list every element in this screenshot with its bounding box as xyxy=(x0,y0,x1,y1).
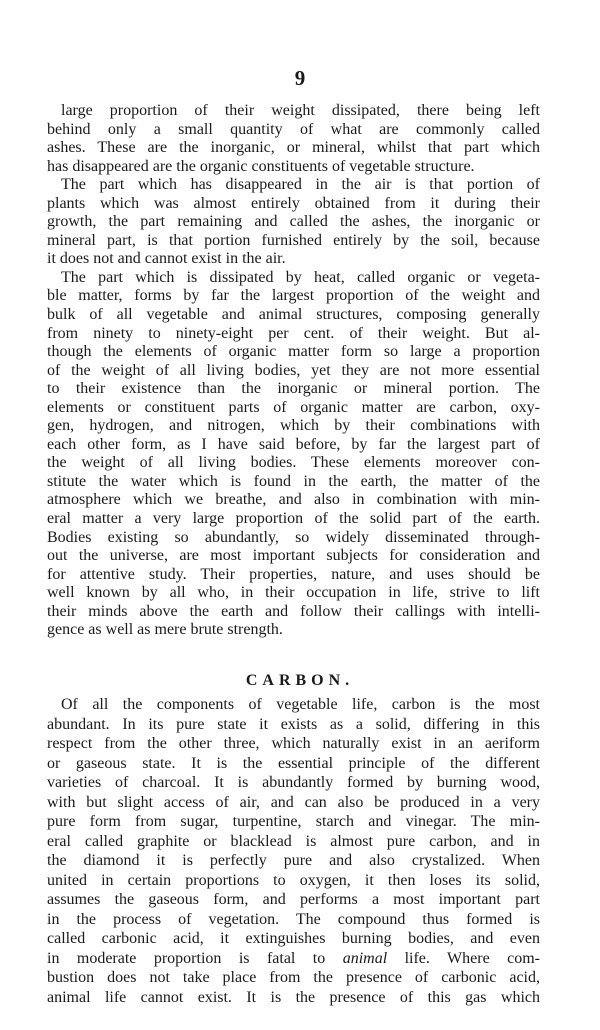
text-line: from ninety to ninety-eight per cent. of their weight. But al- xyxy=(47,324,540,342)
text-line: for attentive study. Their properties, nature, and uses should be xyxy=(47,565,540,583)
text-line: large proportion of their weight dissipated, there being left xyxy=(61,102,540,119)
text-line: out the universe, are most important subjects for consideration and xyxy=(47,547,540,565)
text-line: well known by all who, in their occupation in life, strive to lift xyxy=(47,584,540,602)
text-segment: life. Where com- xyxy=(387,949,540,967)
text-line: elements or constituent parts of organic matter are carbon, oxy- xyxy=(47,398,540,416)
text-line: in the process of vegetation. The compound thus formed is xyxy=(47,910,540,928)
text-line: atmosphere which we breathe, and also in combination with min- xyxy=(47,491,540,509)
text-line: united in certain proportions to oxygen, it then loses its solid, xyxy=(47,871,540,889)
text-line: of the weight of all living bodies, yet they are not more essential xyxy=(47,361,540,379)
text-line: abundant. In its pure state it exists as a solid, differing in this xyxy=(47,715,540,733)
text-line: called carbonic acid, it extinguishes burning bodies, and even xyxy=(47,930,540,947)
text-line: plants which was almost entirely obtained from it during their xyxy=(47,194,540,212)
text-line: ashes. These are the inorganic, or mineral, whilst that part which xyxy=(47,139,540,157)
text-line: the diamond it is perfectly pure and also crystalized. When xyxy=(47,852,540,869)
text-line: mineral part, is that portion furnished entirely by the soil, because xyxy=(47,231,540,249)
text-line: eral matter a very large proportion of the solid part of the earth. xyxy=(47,510,540,528)
text-line: stitute the water which is found in the earth, the matter of the xyxy=(47,472,540,490)
section-heading: CARBON. xyxy=(245,672,355,689)
body-text-carbon-section xyxy=(47,695,540,1007)
body-text-before-heading xyxy=(47,102,540,640)
text-line: assumes the gaseous form, and performs a most important part xyxy=(47,891,540,908)
text-line: behind only a small quantity of what are commonly called xyxy=(47,120,540,138)
text-line: gen, hydrogen, and nitrogen, which by their combinations with xyxy=(47,417,540,435)
text-line: ble matter, forms by far the largest proportion of the weight and xyxy=(47,287,540,305)
text-line: or gaseous state. It is the essential principle of the different xyxy=(47,754,540,772)
text-line: Bodies existing so abundantly, so widely disseminated through- xyxy=(47,528,540,546)
text-line: Of all the components of vegetable life, carbon is the most xyxy=(61,696,540,713)
text-line: pure form from sugar, turpentine, starch and vinegar. The min- xyxy=(47,813,540,830)
text-line: their minds above the earth and follow their callings with intelli- xyxy=(47,602,540,620)
text-line: with but slight access of air, and can also be produced in a very xyxy=(47,793,540,811)
text-segment: in moderate proportion is fatal to xyxy=(47,949,343,967)
text-line: it does not and cannot exist in the air. xyxy=(47,250,286,268)
page-number: 9 xyxy=(294,66,306,90)
text-line: gence as well as mere brute strength. xyxy=(47,621,283,639)
text-line: the weight of all living bodies. These elements moreover con- xyxy=(47,454,540,472)
text-line: eral called graphite or blacklead is almost pure carbon, and in xyxy=(47,832,540,850)
text-line: bulk of all vegetable and animal structures, composing generally xyxy=(47,306,540,324)
text-line: animal life cannot exist. It is the presence of this gas which xyxy=(47,988,540,1006)
text-line xyxy=(47,949,540,969)
text-line: each other form, as I have said before, by far the largest part of xyxy=(47,435,540,453)
text-line: respect from the other three, which naturally exist in an aeriform xyxy=(47,735,540,752)
text-line: to their existence than the inorganic or mineral portion. The xyxy=(47,380,540,398)
text-line: The part which is dissipated by heat, called organic or vegeta- xyxy=(61,268,540,286)
text-line: The part which has disappeared in the air is that portion of xyxy=(61,176,540,194)
italic-text: animal xyxy=(342,949,388,967)
text-line: bustion does not take place from the presence of carbonic acid, xyxy=(47,969,540,986)
text-line: growth, the part remaining and called the ashes, the inorganic or xyxy=(47,213,540,231)
text-line: though the elements of organic matter form so large a proportion xyxy=(47,343,540,361)
text-line: varieties of charcoal. It is abundantly formed by burning wood, xyxy=(47,774,540,791)
text-line: has disappeared are the organic constituents of vegetable structure. xyxy=(47,157,475,175)
